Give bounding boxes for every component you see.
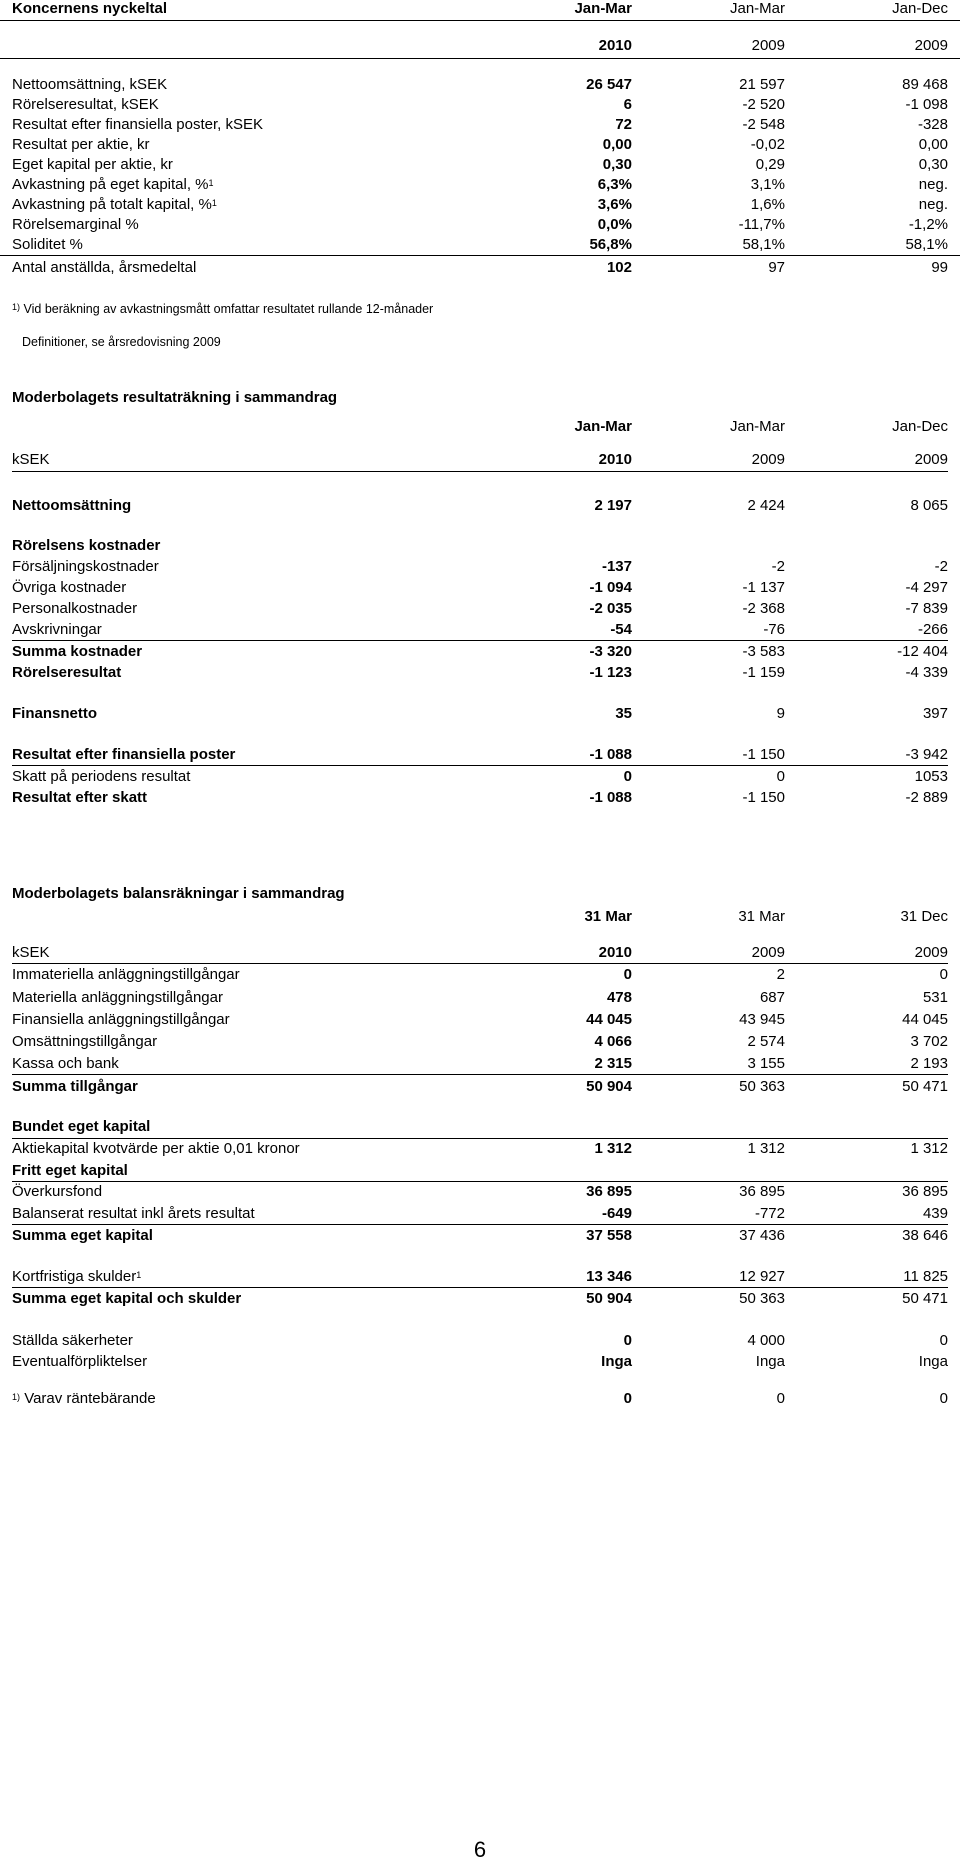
year-header: 2009 [914, 944, 948, 961]
row-label: Finansiella anläggningstillgångar [12, 1011, 230, 1028]
footnote-superscript: 1 [211, 198, 217, 208]
cell-value: 0 [623, 966, 632, 983]
divider [12, 1138, 948, 1139]
row-label-text: Avkastning på totalt kapital, % [12, 196, 212, 213]
cell-value: 44 045 [586, 1011, 632, 1028]
year-header: 2009 [751, 451, 785, 468]
divider [12, 471, 948, 472]
period-header: Jan-Mar [729, 0, 785, 17]
cell-value: -1 137 [742, 579, 785, 596]
row-label: Nettoomsättning [12, 497, 132, 514]
cell-value: 1 312 [594, 1140, 632, 1157]
cell-value: 2 193 [910, 1055, 948, 1072]
row-label: Rörelseresultat, kSEK [12, 96, 159, 113]
year-header: 2009 [914, 37, 948, 54]
cell-value: 1053 [914, 768, 948, 785]
row-label [12, 196, 217, 214]
period-header: Jan-Dec [892, 0, 948, 17]
cell-value: -772 [754, 1205, 785, 1222]
date-header: 31 Mar [738, 908, 785, 925]
row-label [12, 176, 214, 194]
row-label: Aktiekapital kvotvärde per aktie 0,01 kronor [12, 1140, 300, 1157]
cell-value: -2 [934, 558, 948, 575]
year-header: 2009 [751, 944, 785, 961]
cell-value: 50 471 [902, 1078, 948, 1095]
cell-value: 36 895 [586, 1183, 632, 1200]
cell-value: -1 098 [905, 96, 948, 113]
cell-value: Inga [601, 1353, 632, 1370]
free-equity-heading: Fritt eget kapital [12, 1162, 128, 1179]
cell-value: 102 [606, 259, 632, 276]
cell-value: 0,00 [918, 136, 948, 153]
row-label: Kassa och bank [12, 1055, 119, 1072]
cell-value: -1 150 [742, 789, 785, 806]
cell-value: 37 436 [739, 1227, 785, 1244]
cell-value: 0,30 [918, 156, 948, 173]
row-label [12, 1390, 156, 1408]
row-label: Resultat efter finansiella poster, kSEK [12, 116, 263, 133]
cell-value: 13 346 [586, 1268, 632, 1285]
cell-value: -12 404 [897, 643, 948, 660]
cell-value: 0 [776, 1390, 785, 1407]
cell-value: -11,7% [738, 216, 785, 233]
cell-value: 44 045 [902, 1011, 948, 1028]
cell-value: 397 [922, 705, 948, 722]
cell-value: 37 558 [586, 1227, 632, 1244]
cell-value: 58,1% [905, 236, 948, 253]
restricted-equity-heading: Bundet eget kapital [12, 1118, 151, 1135]
cell-value: 50 363 [739, 1078, 785, 1095]
row-label: Materiella anläggningstillgångar [12, 989, 223, 1006]
row-label: Överkursfond [12, 1183, 103, 1200]
cell-value: 531 [922, 989, 948, 1006]
cell-value: -328 [917, 116, 948, 133]
cell-value: 0 [939, 1390, 948, 1407]
row-label-text: Kortfristiga skulder [12, 1268, 137, 1285]
footnote-mark: 1) [12, 1392, 21, 1402]
cell-value: 0 [623, 1332, 632, 1349]
cell-value: 1,6% [750, 196, 785, 213]
cell-value: 35 [615, 705, 632, 722]
year-header: 2009 [914, 451, 948, 468]
cell-value: -54 [610, 621, 632, 638]
cell-value: 8 065 [910, 497, 948, 514]
year-header: 2010 [598, 37, 632, 54]
cell-value: 1 312 [747, 1140, 785, 1157]
cell-value: 3,1% [750, 176, 785, 193]
year-header: 2010 [598, 944, 632, 961]
cell-value: neg. [918, 196, 948, 213]
cell-value: 478 [606, 989, 632, 1006]
cell-value: 2 197 [594, 497, 632, 514]
row-label: Balanserat resultat inkl årets resultat [12, 1205, 255, 1222]
row-label: Summa kostnader [12, 643, 143, 660]
divider [12, 640, 948, 641]
cell-value: 43 945 [739, 1011, 785, 1028]
cell-value: 0 [939, 1332, 948, 1349]
cell-value: Inga [755, 1353, 785, 1370]
cell-value: neg. [918, 176, 948, 193]
cell-value: 89 468 [902, 76, 948, 93]
row-label: Immateriella anläggningstillgångar [12, 966, 240, 983]
key-figures-title: Koncernens nyckeltal [12, 0, 168, 17]
cell-value: -1 088 [589, 789, 632, 806]
period-header: Jan-Mar [574, 418, 632, 435]
row-label: Eventualförpliktelser [12, 1353, 148, 1370]
cell-value: 4 000 [747, 1332, 785, 1349]
income-title: Moderbolagets resultaträkning i sammandrag [12, 389, 338, 406]
row-label: Skatt på periodens resultat [12, 768, 191, 785]
row-label: Övriga kostnader [12, 579, 127, 596]
row-label: Ställda säkerheter [12, 1332, 133, 1349]
cell-value: 0 [776, 768, 785, 785]
row-label [12, 1268, 141, 1286]
divider [12, 1287, 948, 1288]
row-label: Resultat per aktie, kr [12, 136, 150, 153]
cell-value: -1 150 [742, 746, 785, 763]
cell-value: 50 363 [739, 1290, 785, 1307]
cell-value: -2 035 [589, 600, 632, 617]
cell-value: -4 339 [905, 664, 948, 681]
cell-value: -1 088 [589, 746, 632, 763]
row-label: Resultat efter finansiella poster [12, 746, 236, 763]
cell-value: -2 548 [742, 116, 785, 133]
year-header: 2010 [598, 451, 632, 468]
row-label: Resultat efter skatt [12, 789, 148, 806]
cell-value: 6,3% [597, 176, 632, 193]
cell-value: 0,30 [602, 156, 632, 173]
year-header: 2009 [751, 37, 785, 54]
cell-value: -1,2% [908, 216, 948, 233]
cell-value: -1 094 [589, 579, 632, 596]
date-header: 31 Mar [584, 908, 632, 925]
footnote-superscript: 1 [208, 178, 214, 188]
unit-label: kSEK [12, 944, 50, 961]
cell-value: 38 646 [902, 1227, 948, 1244]
date-header: 31 Dec [900, 908, 948, 925]
row-label: Omsättningstillgångar [12, 1033, 158, 1050]
cell-value: 56,8% [589, 236, 632, 253]
row-label: Summa tillgångar [12, 1078, 138, 1095]
cell-value: -3 320 [589, 643, 632, 660]
row-label: Summa eget kapital [12, 1227, 153, 1244]
cell-value: -2 [771, 558, 785, 575]
cell-value: 50 904 [586, 1290, 632, 1307]
footnote-text: Vid beräkning av avkastningsmått omfattar resultatet rullande 12-månader [23, 302, 434, 316]
cell-value: -266 [917, 621, 948, 638]
row-label: Försäljningskostnader [12, 558, 159, 575]
period-header: Jan-Mar [574, 0, 632, 17]
cell-value: 2 315 [594, 1055, 632, 1072]
cell-value: 3 155 [747, 1055, 785, 1072]
cell-value: 3,6% [597, 196, 632, 213]
divider [12, 1181, 948, 1182]
row-label: Eget kapital per aktie, kr [12, 156, 173, 173]
divider [12, 1074, 948, 1075]
cell-value: -137 [601, 558, 632, 575]
row-label-text: Varav räntebärande [24, 1390, 156, 1407]
row-label-text: Avkastning på eget kapital, % [12, 176, 209, 193]
period-header: Jan-Mar [729, 418, 785, 435]
cell-value: 26 547 [586, 76, 632, 93]
cell-value: 0 [623, 768, 632, 785]
footnote-mark: 1) [12, 302, 21, 312]
cell-value: 50 471 [902, 1290, 948, 1307]
divider [0, 20, 960, 21]
row-label: Avskrivningar [12, 621, 102, 638]
cell-value: 36 895 [739, 1183, 785, 1200]
unit-label: kSEK [12, 451, 50, 468]
footnote [12, 300, 433, 318]
cell-value: -1 123 [589, 664, 632, 681]
row-label: Summa eget kapital och skulder [12, 1290, 242, 1307]
cell-value: 0 [623, 1390, 632, 1407]
cell-value: 50 904 [586, 1078, 632, 1095]
divider [0, 58, 960, 59]
cell-value: 3 702 [910, 1033, 948, 1050]
cell-value: 99 [931, 259, 948, 276]
cell-value: 36 895 [902, 1183, 948, 1200]
cell-value: -4 297 [905, 579, 948, 596]
cell-value: 11 825 [903, 1268, 948, 1285]
cell-value: 2 [776, 966, 785, 983]
divider [12, 1224, 948, 1225]
cell-value: -0,02 [750, 136, 785, 153]
cell-value: 9 [776, 705, 785, 722]
cell-value: 72 [615, 116, 632, 133]
balance-title: Moderbolagets balansräkningar i sammandrag [12, 885, 345, 902]
cell-value: 21 597 [739, 76, 785, 93]
divider [12, 963, 948, 964]
cell-value: -1 159 [742, 664, 785, 681]
cell-value: 439 [922, 1205, 948, 1222]
row-label: Rörelsemarginal % [12, 216, 139, 233]
cell-value: -649 [601, 1205, 632, 1222]
cell-value: 4 066 [594, 1033, 632, 1050]
cell-value: 97 [768, 259, 785, 276]
footnote-superscript: 1 [136, 1270, 142, 1280]
definitions-note: Definitioner, se årsredovisning 2009 [22, 335, 221, 349]
costs-heading: Rörelsens kostnader [12, 537, 161, 554]
cell-value: 0,0% [597, 216, 632, 233]
cell-value: 2 574 [747, 1033, 785, 1050]
divider [12, 765, 948, 766]
row-label: Personalkostnader [12, 600, 138, 617]
cell-value: 0,00 [602, 136, 632, 153]
page-number: 6 [473, 1837, 487, 1862]
cell-value: 6 [623, 96, 632, 113]
row-label: Antal anställda, årsmedeltal [12, 259, 197, 276]
row-label: Finansnetto [12, 705, 97, 722]
row-label: Rörelseresultat [12, 664, 122, 681]
period-header: Jan-Dec [892, 418, 948, 435]
cell-value: 12 927 [739, 1268, 785, 1285]
cell-value: -76 [763, 621, 785, 638]
cell-value: -2 368 [742, 600, 785, 617]
cell-value: 2 424 [747, 497, 785, 514]
cell-value: -3 942 [905, 746, 948, 763]
cell-value: -2 889 [905, 789, 948, 806]
cell-value: 0,29 [755, 156, 785, 173]
cell-value: 58,1% [742, 236, 785, 253]
cell-value: -7 839 [905, 600, 948, 617]
cell-value: 687 [759, 989, 785, 1006]
row-label: Nettoomsättning, kSEK [12, 76, 168, 93]
cell-value: 0 [939, 966, 948, 983]
cell-value: Inga [918, 1353, 948, 1370]
cell-value: 1 312 [910, 1140, 948, 1157]
cell-value: -3 583 [742, 643, 785, 660]
cell-value: -2 520 [742, 96, 785, 113]
divider [0, 255, 960, 256]
row-label: Soliditet % [12, 236, 83, 253]
